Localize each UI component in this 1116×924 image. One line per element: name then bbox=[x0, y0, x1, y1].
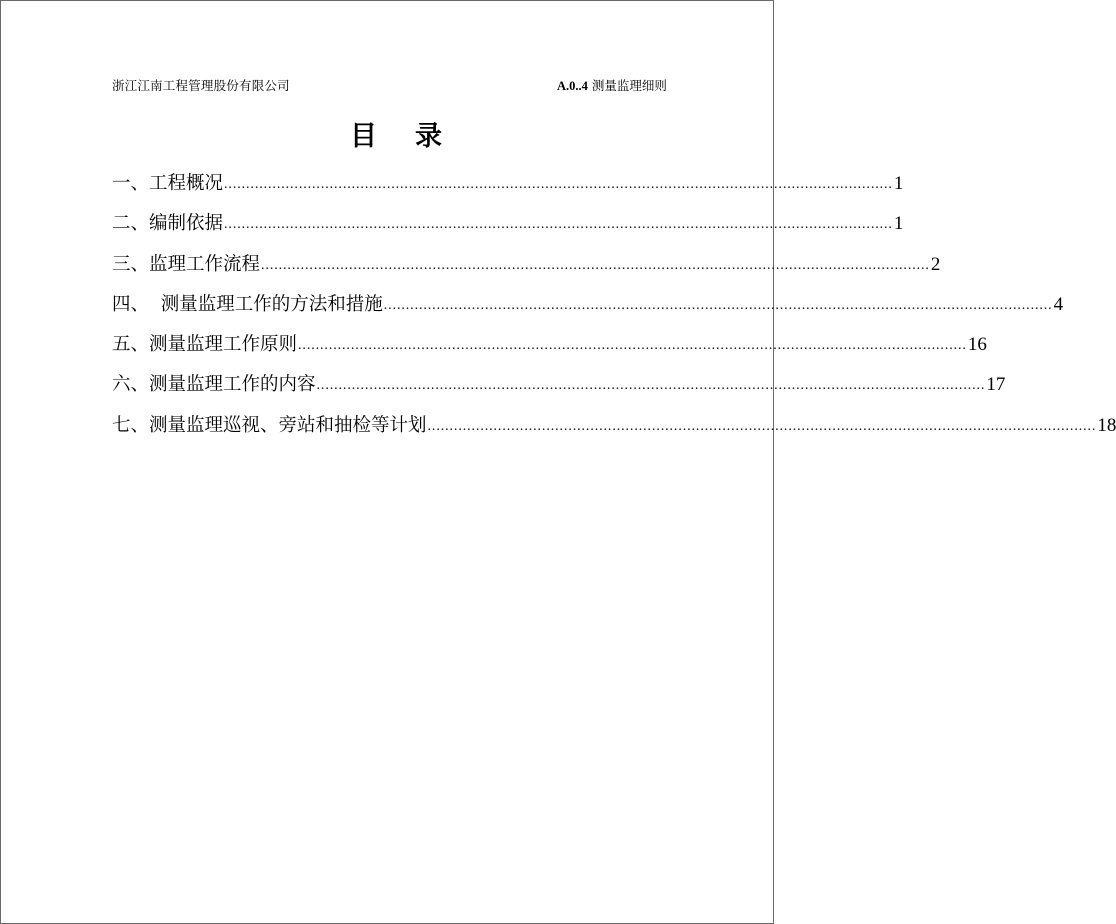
page-title bbox=[1, 114, 791, 153]
toc-leader-dots: ........................................................................................................................................................ bbox=[224, 177, 893, 192]
toc-entry-page: 2 bbox=[930, 253, 941, 275]
toc-entry-label: 四、 测量监理工作的方法和措施 bbox=[112, 293, 383, 315]
toc-entry-page: 17 bbox=[986, 374, 1006, 396]
toc-leader-dots: ........................................................................................................................................................ bbox=[224, 217, 893, 233]
header-doc-code: A.0..4 bbox=[557, 79, 588, 93]
toc-leader-dots: ........................................................................................................................................................ bbox=[261, 257, 930, 273]
toc-entry-label: 五、测量监理工作原则 bbox=[112, 334, 298, 356]
title-char-2: 录 bbox=[415, 121, 442, 152]
toc-entry-label: 三、监理工作流程 bbox=[112, 253, 261, 275]
toc-entry[interactable] bbox=[112, 370, 1006, 410]
toc-entry-label: 六、测量监理工作的内容 bbox=[112, 374, 316, 396]
toc-entry-label: 七、测量监理巡视、旁站和抽检等计划 bbox=[112, 414, 427, 436]
toc-entry[interactable] bbox=[112, 169, 904, 209]
header-company: 浙江江南工程管理股份有限公司 bbox=[112, 78, 290, 93]
title-char-1: 目 bbox=[350, 121, 377, 152]
toc-entry[interactable] bbox=[112, 250, 941, 290]
toc-leader-dots: ........................................................................................................................................................ bbox=[298, 338, 967, 354]
toc-entry-page: 16 bbox=[967, 334, 987, 356]
table-of-contents bbox=[112, 169, 1116, 451]
toc-entry[interactable] bbox=[112, 290, 1064, 330]
toc-entry[interactable] bbox=[112, 330, 987, 370]
toc-entry[interactable] bbox=[112, 209, 904, 249]
header-doc-title bbox=[557, 76, 667, 94]
toc-entry-page: 18 bbox=[1097, 414, 1116, 436]
toc-entry-label: 二、编制依据 bbox=[112, 213, 224, 235]
toc-entry-page: 1 bbox=[893, 173, 904, 194]
toc-entry[interactable] bbox=[112, 411, 1116, 451]
toc-entry-label: 一、工程概况 bbox=[112, 173, 224, 194]
toc-entry-page: 1 bbox=[893, 213, 904, 235]
toc-leader-dots: ........................................................................................................................................................ bbox=[316, 378, 986, 394]
toc-entry-page: 4 bbox=[1053, 293, 1064, 315]
toc-leader-dots: ........................................................................................................................................................ bbox=[383, 297, 1053, 313]
header-doc-name: 测量监理细则 bbox=[591, 78, 667, 93]
toc-leader-dots: ........................................................................................................................................................ bbox=[427, 418, 1097, 434]
